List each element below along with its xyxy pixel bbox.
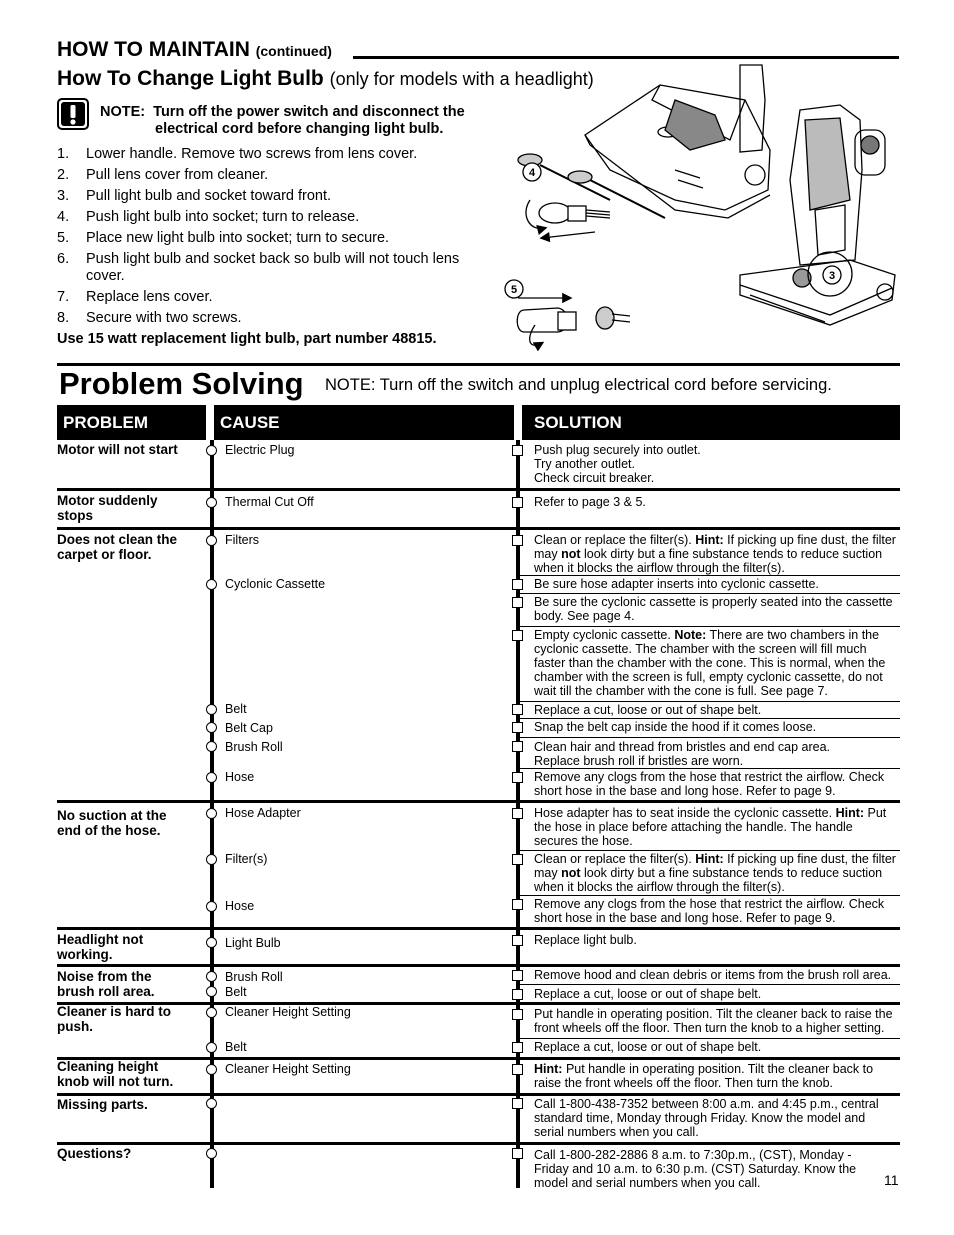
cause-bullet	[206, 722, 217, 733]
solution-bullet	[512, 1042, 523, 1053]
hint-label: Hint:	[695, 852, 724, 866]
cause-text: Filters	[225, 533, 260, 547]
solution-bullet	[512, 1064, 523, 1075]
solution-line: Check circuit breaker.	[534, 471, 655, 485]
problem-not-clean	[57, 533, 205, 562]
hint-label: Hint:	[835, 806, 865, 820]
cause-text: Cleaner Height Setting	[225, 1005, 351, 1019]
solution-bullet	[512, 772, 523, 783]
step-text: Push light bulb into socket; turn to release.	[86, 209, 360, 225]
header-problem: PROBLEM	[57, 405, 206, 440]
header-rule	[353, 56, 899, 59]
step-number: 4.	[57, 209, 70, 225]
cause-bullet	[206, 971, 217, 982]
sub-rule	[520, 701, 900, 702]
list-item	[57, 251, 497, 285]
sub-rule	[520, 593, 900, 594]
problem-headlight	[57, 933, 205, 962]
problem-motor-stops	[57, 494, 205, 523]
cause-text: Light Bulb	[225, 936, 281, 950]
step-text: Secure with two screws.	[86, 310, 242, 326]
problem-line: stops	[57, 507, 94, 523]
sub-rule	[520, 626, 900, 627]
solution-text: Replace light bulb.	[534, 933, 637, 947]
subsection-title-text: How To Change Light Bulb	[57, 67, 324, 90]
step-number: 5.	[57, 230, 70, 246]
page-number: 11	[884, 1172, 899, 1188]
solution-span: Put the hose in place before attaching the handle. The handle secures the hose.	[534, 806, 887, 848]
problem-line: Noise from the	[57, 969, 152, 984]
cause-text: Cleaner Height Setting	[225, 1062, 351, 1076]
cause-text: Brush Roll	[225, 740, 283, 754]
solution-bullet	[512, 1009, 523, 1020]
sub-rule	[520, 768, 900, 769]
solution-bullet	[512, 1098, 523, 1109]
subsection-note: (only for models with a headlight)	[329, 69, 594, 89]
solution-bullet	[512, 989, 523, 1000]
cause-text: Hose	[225, 770, 255, 784]
solution-text: Call 1-800-282-2886 8 a.m. to 7:30p.m., (CST), Monday - Friday and 10 a.m. to 6:30 p.m. (CST) Saturday. Know the model and serial numbers when you call.	[534, 1148, 857, 1190]
step-text: Push light bulb and socket back so bulb will not touch lens cover.	[86, 251, 460, 284]
cause-bullet	[206, 901, 217, 912]
solution-text: Put handle in operating position. Tilt the cleaner back to raise the front wheels off the floor. Then turn the knob to a higher setting.	[534, 1007, 893, 1035]
row-rule	[57, 1093, 900, 1096]
sub-rule	[520, 850, 900, 851]
problem-questions: Questions?	[57, 1146, 132, 1161]
solution-text: Call 1-800-438-7352 between 8:00 a.m. and 4:45 p.m., central standard time, Monday through Friday. Know the model and serial numbers when you call.	[534, 1097, 879, 1139]
sub-rule	[520, 737, 900, 738]
solution-span: Hose adapter has to seat inside the cyclonic cassette.	[534, 806, 833, 820]
solution-bullet	[512, 579, 523, 590]
cause-bullet	[206, 1007, 217, 1018]
problem-hard-push	[57, 1005, 205, 1034]
steps-list	[57, 146, 497, 331]
note-line-2: electrical cord before changing light bulb.	[155, 121, 444, 137]
sub-rule	[520, 718, 900, 719]
step-number: 8.	[57, 310, 70, 326]
solution-text: Refer to page 3 & 5.	[534, 495, 646, 509]
callout-5: 5	[510, 284, 518, 296]
solution-text: Replace a cut, loose or out of shape belt.	[534, 987, 762, 1001]
safety-note	[100, 104, 500, 138]
cause-text: Electric Plug	[225, 443, 295, 457]
list-item	[57, 167, 497, 184]
row-rule	[57, 927, 900, 930]
hint-label: Hint:	[534, 1062, 563, 1076]
cause-bullet	[206, 1098, 217, 1109]
solution-text: Be sure hose adapter inserts into cyclonic cassette.	[534, 577, 819, 591]
solution-bullet	[512, 497, 523, 508]
problem-line: Cleaner is hard to	[57, 1004, 172, 1019]
step-number: 7.	[57, 289, 70, 305]
cause-bullet	[206, 535, 217, 546]
solution-bullet	[512, 808, 523, 819]
solution-text: Remove any clogs from the hose that restrict the airflow. Check short hose in the base and long hose. Refer to page 9.	[534, 897, 885, 925]
problem-line: end of the hose.	[57, 822, 161, 838]
solution-text	[534, 533, 898, 575]
solution-text: Replace a cut, loose or out of shape belt.	[534, 703, 762, 717]
list-item	[57, 209, 497, 226]
cause-text: Brush Roll	[225, 970, 283, 984]
cause-bullet	[206, 741, 217, 752]
solution-span: Put handle in operating position. Tilt the cleaner back to raise the front wheels off the floor. Then turn the knob.	[534, 1062, 874, 1090]
cause-text: Belt	[225, 985, 247, 999]
cause-bullet	[206, 986, 217, 997]
row-rule	[57, 800, 900, 803]
solution-text: Remove any clogs from the hose that restrict the airflow. Check short hose in the base and long hose. Refer to page 9.	[534, 770, 885, 798]
solution-span: If picking up fine dust, the filter may	[534, 852, 896, 880]
solution-bullet	[512, 704, 523, 715]
solution-bullet	[512, 970, 523, 981]
solution-line: Replace brush roll if bristles are worn.	[534, 754, 744, 768]
solution-span: look dirty but a fine substance tends to reduce suction when it blocks the airflow through the filter(s).	[534, 866, 883, 894]
solution-text	[534, 740, 898, 768]
continued-label: (continued)	[255, 43, 332, 59]
problem-line: No suction at the	[57, 808, 167, 823]
cause-bullet	[206, 808, 217, 819]
cause-bullet	[206, 1064, 217, 1075]
note-label: NOTE:	[100, 104, 146, 120]
solution-span: Clean or replace the filter(s).	[534, 533, 692, 547]
problem-line: Cleaning height	[57, 1059, 159, 1074]
solution-text	[534, 628, 898, 698]
cause-text: Hose Adapter	[225, 806, 301, 820]
sub-rule	[520, 575, 900, 576]
bulb-part-note: Use 15 watt replacement light bulb, part number 48815.	[57, 331, 437, 347]
step-number: 3.	[57, 188, 70, 204]
cause-text: Belt Cap	[225, 721, 273, 735]
solution-text	[534, 443, 898, 485]
problem-no-suction	[57, 809, 205, 838]
solution-bullet	[512, 597, 523, 608]
cause-bullet	[206, 1148, 217, 1159]
cause-bullet	[206, 854, 217, 865]
cause-text: Thermal Cut Off	[225, 495, 314, 509]
solution-bullet	[512, 445, 523, 456]
solution-text: Remove hood and clean debris or items from the brush roll area.	[534, 968, 892, 982]
problem-knob	[57, 1060, 205, 1089]
solution-span: Empty cyclonic cassette.	[534, 628, 671, 642]
problem-line: push.	[57, 1018, 93, 1034]
step-number: 2.	[57, 167, 70, 183]
list-item	[57, 146, 497, 163]
cause-bullet	[206, 704, 217, 715]
solution-text	[534, 806, 898, 848]
problem-line: Headlight not	[57, 932, 144, 947]
warning-icon	[57, 98, 89, 130]
solution-bullet	[512, 722, 523, 733]
emphasis: not	[561, 866, 581, 880]
step-text: Replace lens cover.	[86, 289, 213, 305]
cause-bullet	[206, 937, 217, 948]
emphasis: not	[561, 547, 581, 561]
row-rule	[57, 488, 900, 491]
problem-solving-note: NOTE: Turn off the switch and unplug electrical cord before servicing.	[325, 376, 832, 394]
row-rule	[57, 964, 900, 967]
solution-span: Clean or replace the filter(s).	[534, 852, 692, 866]
list-item	[57, 310, 497, 327]
solution-bullet	[512, 854, 523, 865]
header-solution: SOLUTION	[522, 405, 900, 440]
section-title-text: HOW TO MAINTAIN	[57, 38, 250, 61]
solution-line: Clean hair and thread from bristles and end cap area.	[534, 740, 831, 754]
callout-4: 4	[528, 167, 536, 179]
row-rule	[57, 527, 900, 530]
solution-bullet	[512, 535, 523, 546]
hint-label: Hint:	[695, 533, 724, 547]
cause-text: Belt	[225, 702, 247, 716]
note-line-1: Turn off the power switch and disconnect the	[153, 104, 465, 120]
solution-line: Push plug securely into outlet.	[534, 443, 701, 457]
sub-rule	[520, 984, 900, 985]
vacuum-illustration	[500, 60, 900, 360]
list-item	[57, 289, 497, 306]
solution-text: Replace a cut, loose or out of shape belt.	[534, 1040, 762, 1054]
problem-solving-title: Problem Solving	[59, 366, 304, 401]
problem-missing-parts: Missing parts.	[57, 1097, 148, 1112]
solution-line: Try another outlet.	[534, 457, 635, 471]
list-item	[57, 230, 497, 247]
problem-line: knob will not turn.	[57, 1073, 174, 1089]
solution-span: look dirty but a fine substance tends to reduce suction when it blocks the airflow through the filter(s).	[534, 547, 883, 575]
problem-motor-start: Motor will not start	[57, 442, 178, 457]
problem-noise	[57, 970, 205, 999]
step-text: Lower handle. Remove two screws from lens cover.	[86, 146, 418, 162]
solution-bullet	[512, 899, 523, 910]
step-text: Pull light bulb and socket toward front.	[86, 188, 332, 204]
solution-span: There are two chambers in the cyclonic cassette. The chamber with the screen will fill much faster than the chamber with the cone. This is normal, when the chamber with the screen is full, empty cyclonic cassette, do not wait till the chamber with the cone is full. See page 7.	[534, 628, 886, 698]
cause-text: Filter(s)	[225, 852, 268, 866]
solution-text	[534, 852, 898, 894]
cause-text: Hose	[225, 899, 255, 913]
header-cause: CAUSE	[214, 405, 514, 440]
cause-bullet	[206, 497, 217, 508]
cause-bullet	[206, 1042, 217, 1053]
problem-line: brush roll area.	[57, 983, 155, 999]
row-rule	[57, 1142, 900, 1145]
solution-bullet	[512, 935, 523, 946]
solution-span: If picking up fine dust, the filter may	[534, 533, 896, 561]
cause-bullet	[206, 772, 217, 783]
solution-bullet	[512, 630, 523, 641]
step-number: 6.	[57, 251, 70, 267]
problem-line: Motor suddenly	[57, 493, 158, 508]
solution-text: Be sure the cyclonic cassette is properly seated into the cassette body. See page 4.	[534, 595, 893, 623]
sub-rule	[520, 895, 900, 896]
cause-text: Cyclonic Cassette	[225, 577, 326, 591]
problem-line: working.	[57, 946, 113, 962]
solution-bullet	[512, 741, 523, 752]
sub-rule	[520, 1038, 900, 1039]
note-label: Note:	[674, 628, 707, 642]
step-text: Place new light bulb into socket; turn to secure.	[86, 230, 390, 246]
section-title	[57, 38, 332, 62]
solution-text	[534, 1062, 898, 1090]
callout-3: 3	[828, 270, 836, 282]
problem-line: Does not clean the	[57, 532, 178, 547]
cause-bullet	[206, 445, 217, 456]
list-item	[57, 188, 497, 205]
cause-bullet	[206, 579, 217, 590]
solution-bullet	[512, 1148, 523, 1159]
problem-line: carpet or floor.	[57, 546, 152, 562]
solution-text: Snap the belt cap inside the hood if it comes loose.	[534, 720, 817, 734]
cause-text: Belt	[225, 1040, 247, 1054]
step-text: Pull lens cover from cleaner.	[86, 167, 269, 183]
step-number: 1.	[57, 146, 70, 162]
